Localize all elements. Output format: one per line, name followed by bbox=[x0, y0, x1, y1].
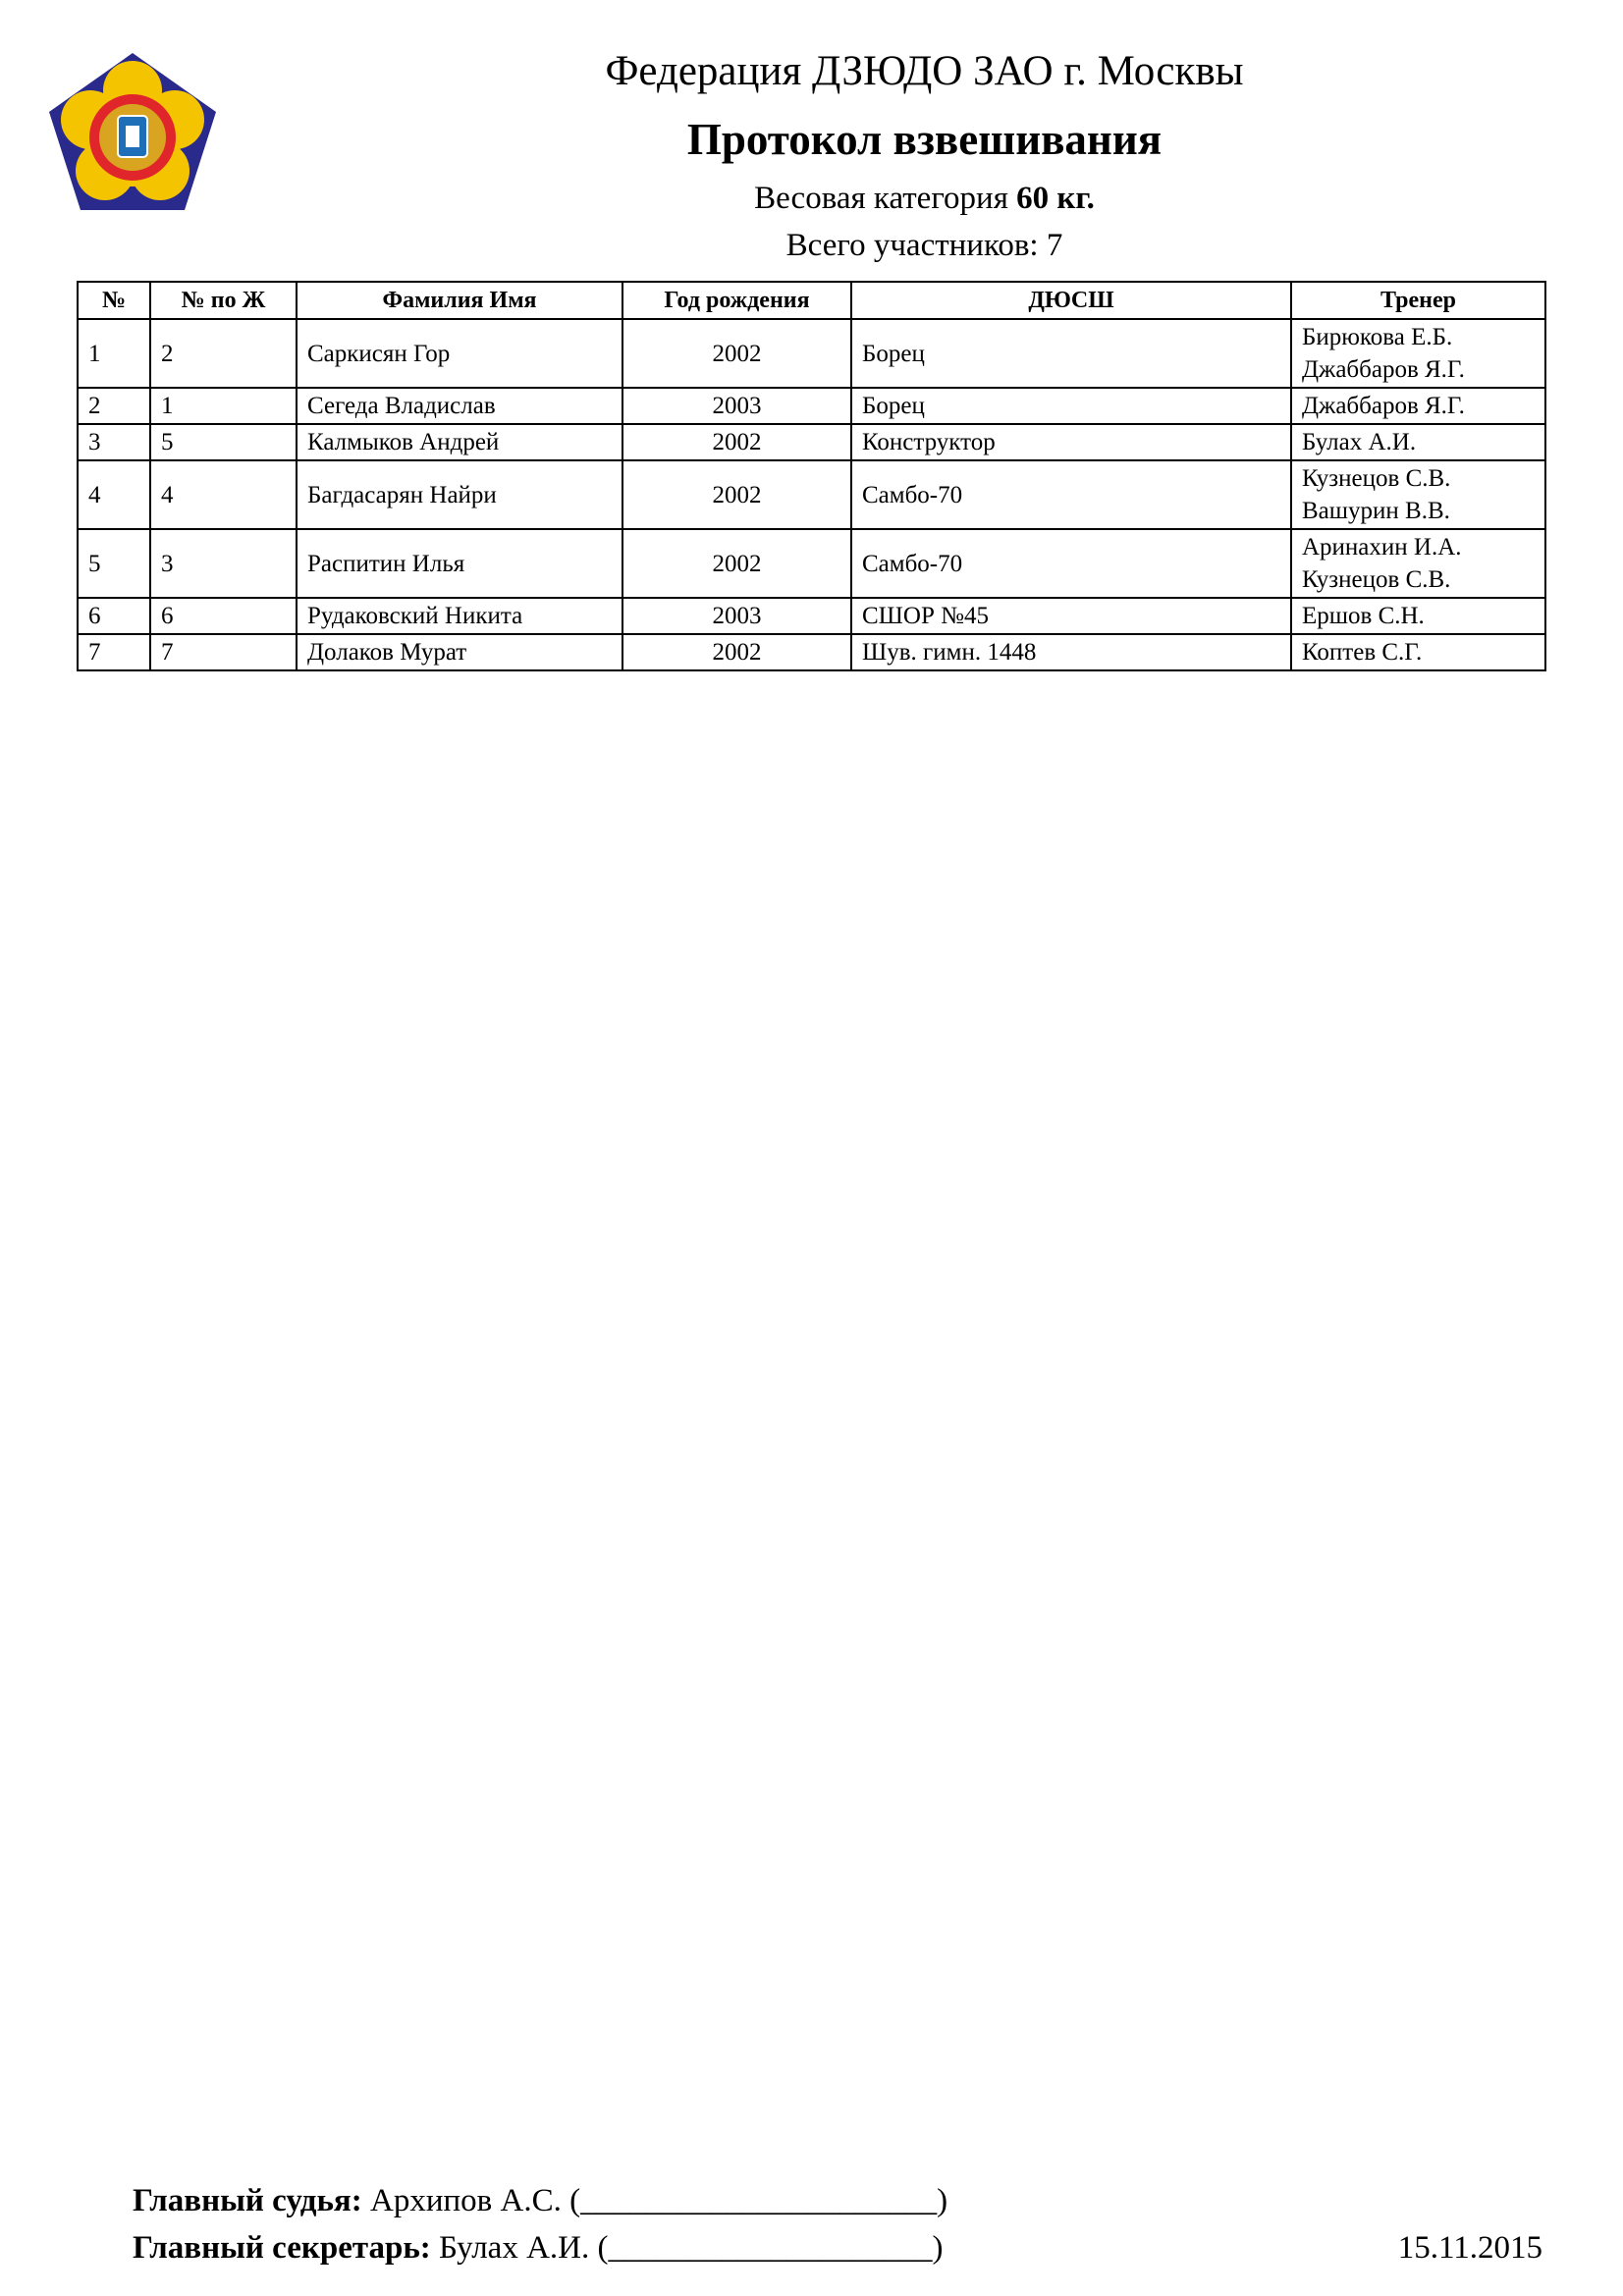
weight-category bbox=[393, 181, 1456, 217]
cell-year: 2002 bbox=[622, 424, 851, 460]
coach-name: Джаббаров Я.Г. bbox=[1302, 393, 1465, 419]
column-header: Тренер bbox=[1291, 282, 1545, 319]
cell-n: 1 bbox=[78, 319, 150, 388]
cell-n: 4 bbox=[78, 460, 150, 529]
coach-name: Ершов С.Н. bbox=[1302, 603, 1425, 629]
table-row bbox=[78, 460, 1545, 529]
coach-name: Булах А.И. bbox=[1302, 429, 1417, 455]
cell-nz: 1 bbox=[150, 388, 297, 424]
table-row bbox=[78, 529, 1545, 598]
cell-name: Распитин Илья bbox=[297, 529, 622, 598]
chief-judge-line bbox=[133, 2183, 947, 2219]
cell-coaches bbox=[1291, 529, 1545, 598]
coach-name: Бирюкова Е.Б. bbox=[1302, 324, 1453, 350]
weigh-in-table bbox=[77, 281, 1546, 671]
cell-coaches bbox=[1291, 460, 1545, 529]
column-header: № bbox=[78, 282, 150, 319]
column-header: Год рождения bbox=[622, 282, 851, 319]
secretary-label: Главный секретарь: bbox=[133, 2230, 431, 2266]
cell-nz: 6 bbox=[150, 598, 297, 634]
category-label: Весовая категория bbox=[754, 181, 1008, 216]
secretary-signature: (____________________) bbox=[597, 2230, 944, 2266]
cell-year: 2002 bbox=[622, 319, 851, 388]
cell-school: Самбо-70 bbox=[851, 460, 1291, 529]
cell-nz: 5 bbox=[150, 424, 297, 460]
cell-school: Самбо-70 bbox=[851, 529, 1291, 598]
cell-n: 5 bbox=[78, 529, 150, 598]
cell-n: 2 bbox=[78, 388, 150, 424]
coach-name: Кузнецов С.В. bbox=[1302, 566, 1451, 593]
cell-school: Конструктор bbox=[851, 424, 1291, 460]
cell-school: Шув. гимн. 1448 bbox=[851, 634, 1291, 670]
cell-coaches bbox=[1291, 319, 1545, 388]
cell-school: Борец bbox=[851, 319, 1291, 388]
total-value: 7 bbox=[1046, 228, 1063, 263]
total-label: Всего участников: bbox=[785, 228, 1039, 263]
cell-n: 3 bbox=[78, 424, 150, 460]
column-header: № по Ж bbox=[150, 282, 297, 319]
cell-name: Долаков Мурат bbox=[297, 634, 622, 670]
cell-year: 2002 bbox=[622, 529, 851, 598]
table-row bbox=[78, 424, 1545, 460]
cell-school: СШОР №45 bbox=[851, 598, 1291, 634]
cell-year: 2003 bbox=[622, 388, 851, 424]
organization-name: Федерация ДЗЮДО ЗАО г. Москвы bbox=[605, 48, 1244, 94]
cell-name: Калмыков Андрей bbox=[297, 424, 622, 460]
table-row bbox=[78, 634, 1545, 670]
table-row bbox=[78, 598, 1545, 634]
table-row bbox=[78, 388, 1545, 424]
coach-name: Коптев С.Г. bbox=[1302, 639, 1423, 666]
column-header: ДЮСШ bbox=[851, 282, 1291, 319]
chief-secretary-line bbox=[133, 2230, 943, 2267]
coach-name: Вашурин В.В. bbox=[1302, 498, 1450, 524]
judge-name: Архипов А.С. bbox=[370, 2183, 562, 2218]
cell-year: 2002 bbox=[622, 634, 851, 670]
column-header: Фамилия Имя bbox=[297, 282, 622, 319]
cell-name: Саркисян Гор bbox=[297, 319, 622, 388]
coach-name: Кузнецов С.В. bbox=[1302, 465, 1451, 492]
federation-logo bbox=[47, 51, 218, 212]
cell-nz: 3 bbox=[150, 529, 297, 598]
secretary-name: Булах А.И. bbox=[439, 2230, 590, 2266]
coach-name: Джаббаров Я.Г. bbox=[1302, 356, 1465, 383]
coach-name: Аринахин И.А. bbox=[1302, 534, 1462, 561]
document-date: 15.11.2015 bbox=[1397, 2230, 1542, 2266]
cell-year: 2002 bbox=[622, 460, 851, 529]
table-row bbox=[78, 319, 1545, 388]
cell-coaches bbox=[1291, 424, 1545, 460]
document-title: Протокол взвешивания bbox=[686, 115, 1163, 164]
cell-nz: 2 bbox=[150, 319, 297, 388]
cell-n: 6 bbox=[78, 598, 150, 634]
category-value: 60 кг. bbox=[1016, 181, 1095, 216]
cell-coaches bbox=[1291, 634, 1545, 670]
cell-name: Рудаковский Никита bbox=[297, 598, 622, 634]
cell-year: 2003 bbox=[622, 598, 851, 634]
judge-signature: (______________________) bbox=[569, 2183, 948, 2218]
cell-nz: 4 bbox=[150, 460, 297, 529]
cell-school: Борец bbox=[851, 388, 1291, 424]
cell-name: Сегеда Владислав bbox=[297, 388, 622, 424]
cell-nz: 7 bbox=[150, 634, 297, 670]
cell-coaches bbox=[1291, 388, 1545, 424]
cell-coaches bbox=[1291, 598, 1545, 634]
cell-n: 7 bbox=[78, 634, 150, 670]
participants-total bbox=[393, 228, 1456, 264]
judge-label: Главный судья: bbox=[133, 2183, 362, 2218]
cell-name: Багдасарян Найри bbox=[297, 460, 622, 529]
